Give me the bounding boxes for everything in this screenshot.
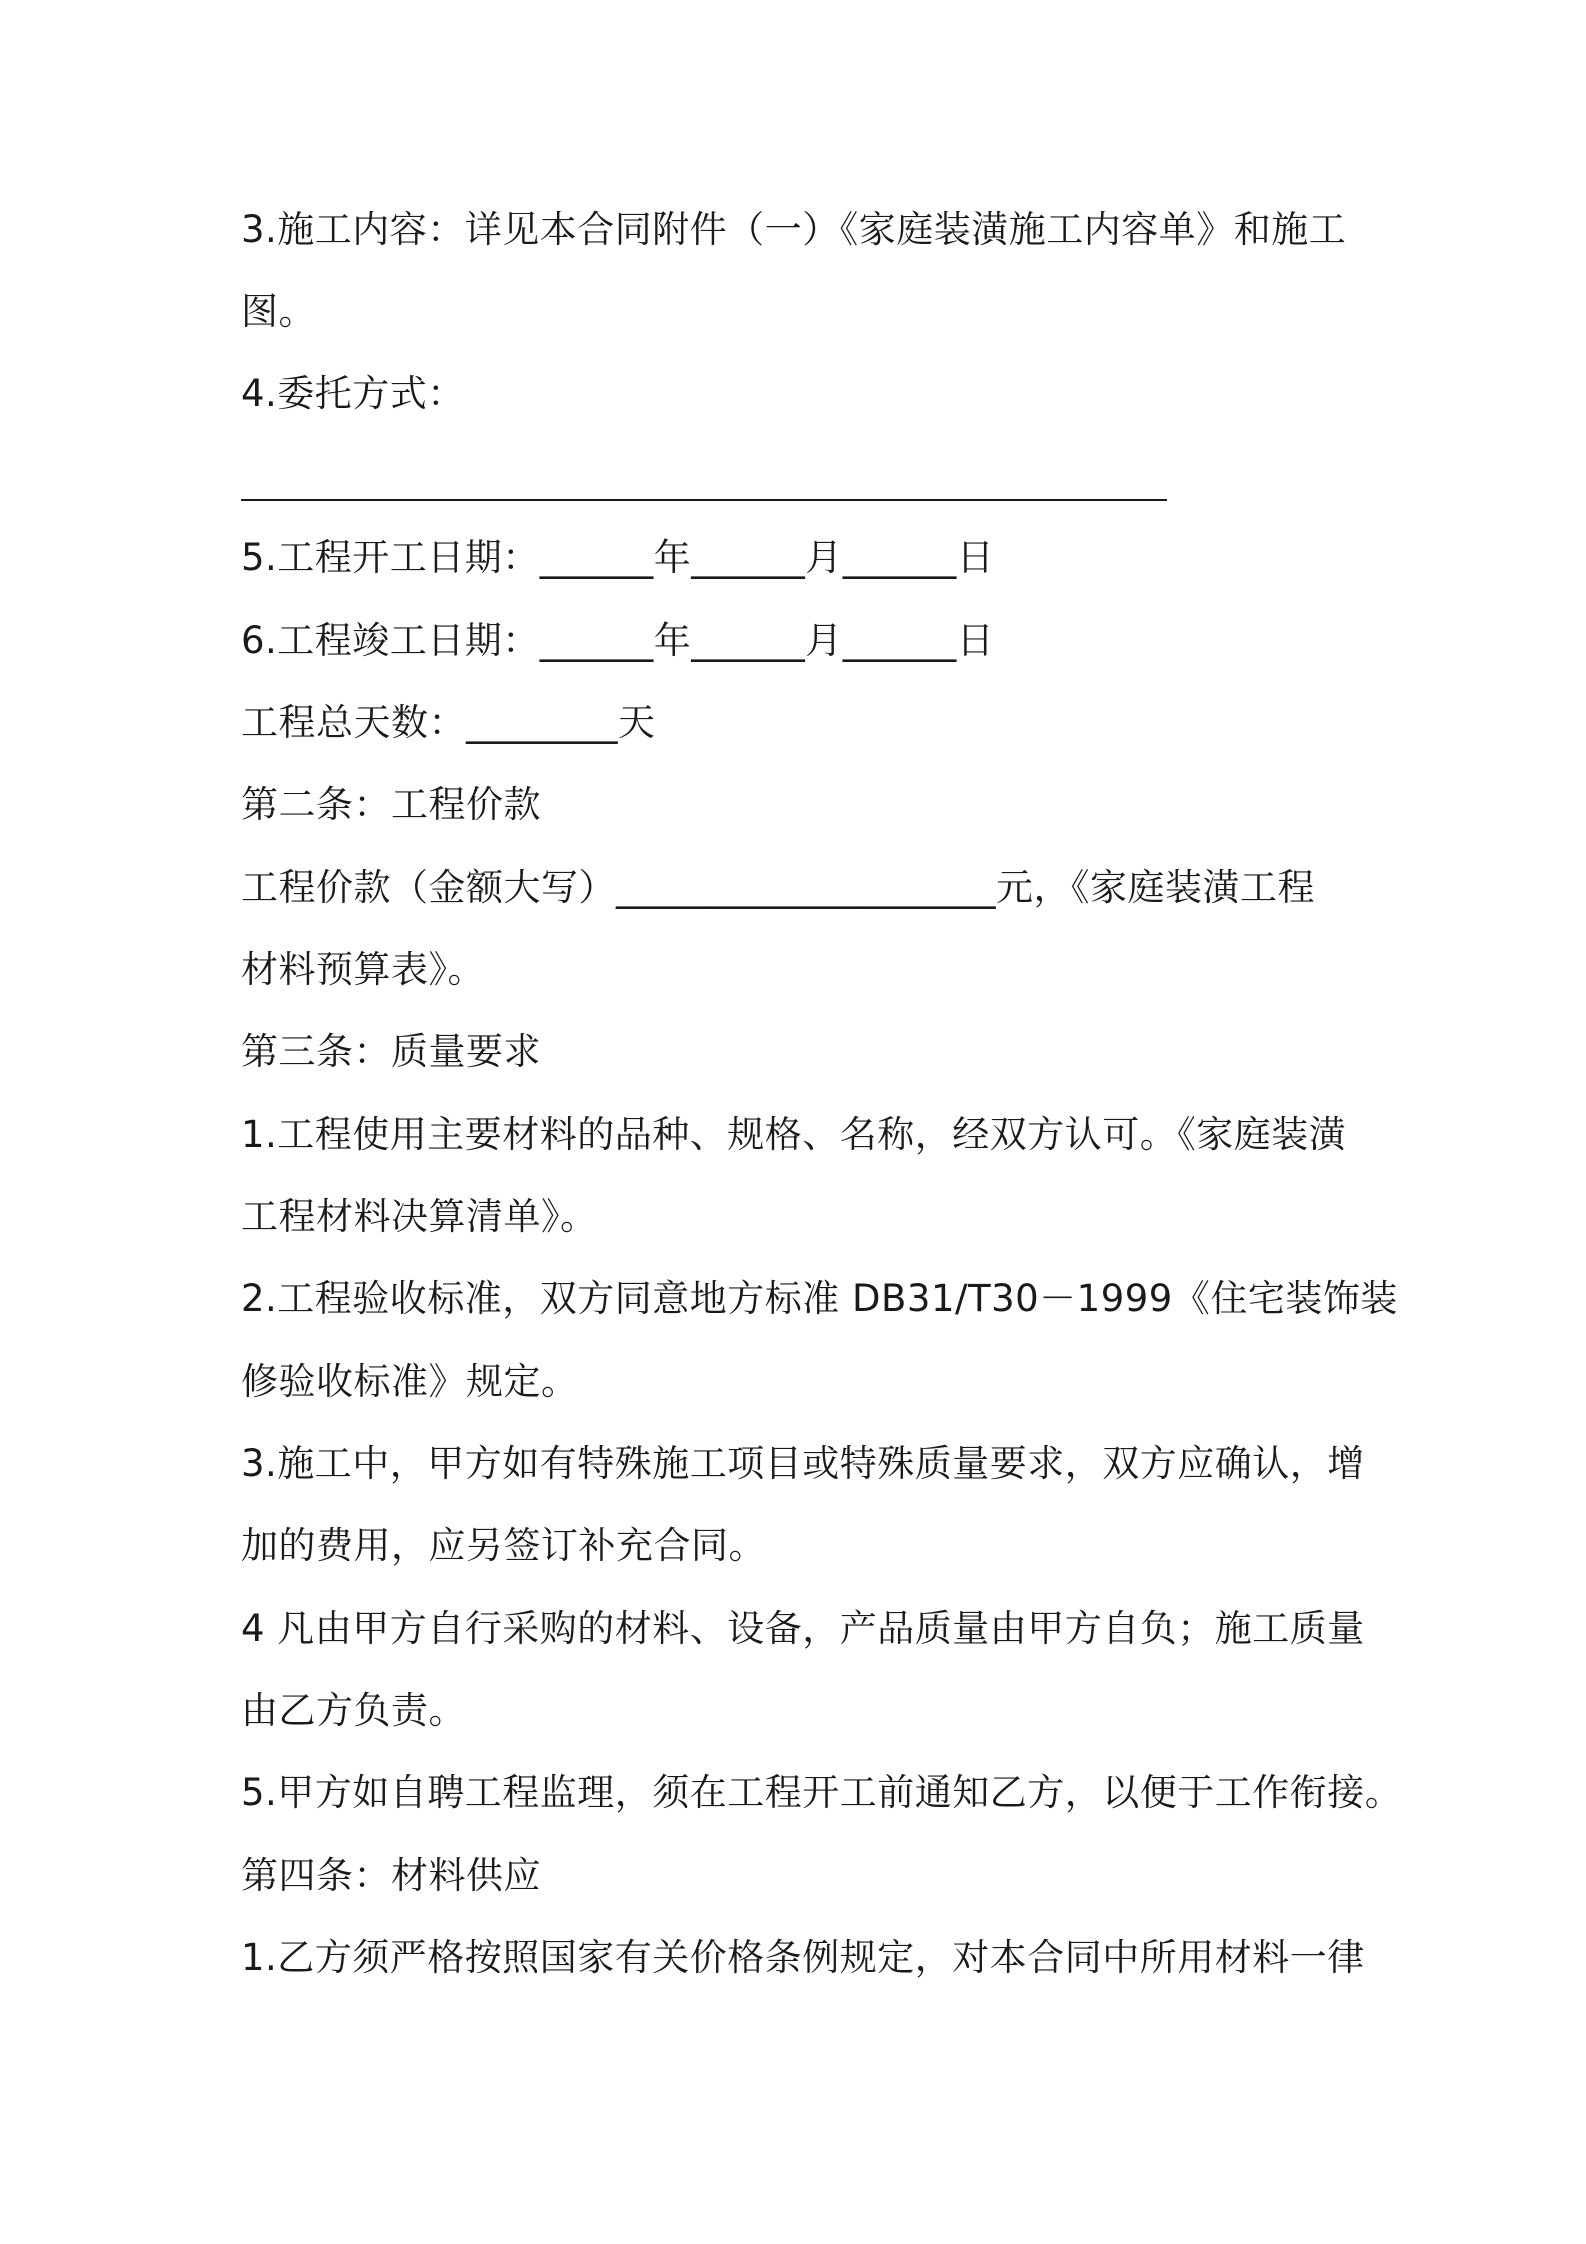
clause-quality-2: 2.工程验收标准，双方同意地方标准 DB31/T30－1999《住宅装饰装 <box>241 1277 1398 1320</box>
blank-fill-line <box>241 499 1167 501</box>
clause-total-days: 工程总天数：________天 <box>241 701 656 744</box>
clause-quality-5: 5.甲方如自聘工程监理，须在工程开工前通知乙方，以便于工作衔接。 <box>241 1771 1403 1814</box>
article-2-heading: 第二条：工程价款 <box>241 783 541 826</box>
clause-project-price-cont: 材料预算表》。 <box>241 948 485 991</box>
clause-quality-1-cont: 工程材料决算清单》。 <box>241 1195 598 1238</box>
article-3-heading: 第三条：质量要求 <box>241 1030 541 1073</box>
clause-quality-4: 4 凡由甲方自行采购的材料、设备，产品质量由甲方自负；施工质量 <box>241 1607 1365 1650</box>
article-4-heading: 第四条：材料供应 <box>241 1854 541 1897</box>
clause-commission-method: 4.委托方式： <box>241 372 465 415</box>
clause-project-price: 工程价款（金额大写）____________________元，《家庭装潢工程 <box>241 866 1315 909</box>
clause-start-date: 5.工程开工日期：______年______月______日 <box>241 536 995 579</box>
clause-quality-4-cont: 由乙方负责。 <box>241 1689 466 1732</box>
clause-quality-2-cont: 修验收标准》规定。 <box>241 1360 579 1403</box>
clause-construction-content: 3.施工内容：详见本合同附件（一）《家庭装潢施工内容单》和施工 <box>241 208 1347 251</box>
clause-material-1: 1.乙方须严格按照国家有关价格条例规定，对本合同中所用材料一律 <box>241 1936 1365 1979</box>
clause-quality-3-cont: 加的费用，应另签订补充合同。 <box>241 1524 766 1567</box>
clause-quality-1: 1.工程使用主要材料的品种、规格、名称，经双方认可。《家庭装潢 <box>241 1113 1347 1156</box>
clause-construction-content-cont: 图。 <box>241 290 316 333</box>
clause-completion-date: 6.工程竣工日期：______年______月______日 <box>241 619 995 662</box>
clause-quality-3: 3.施工中，甲方如有特殊施工项目或特殊质量要求，双方应确认，增 <box>241 1442 1365 1485</box>
